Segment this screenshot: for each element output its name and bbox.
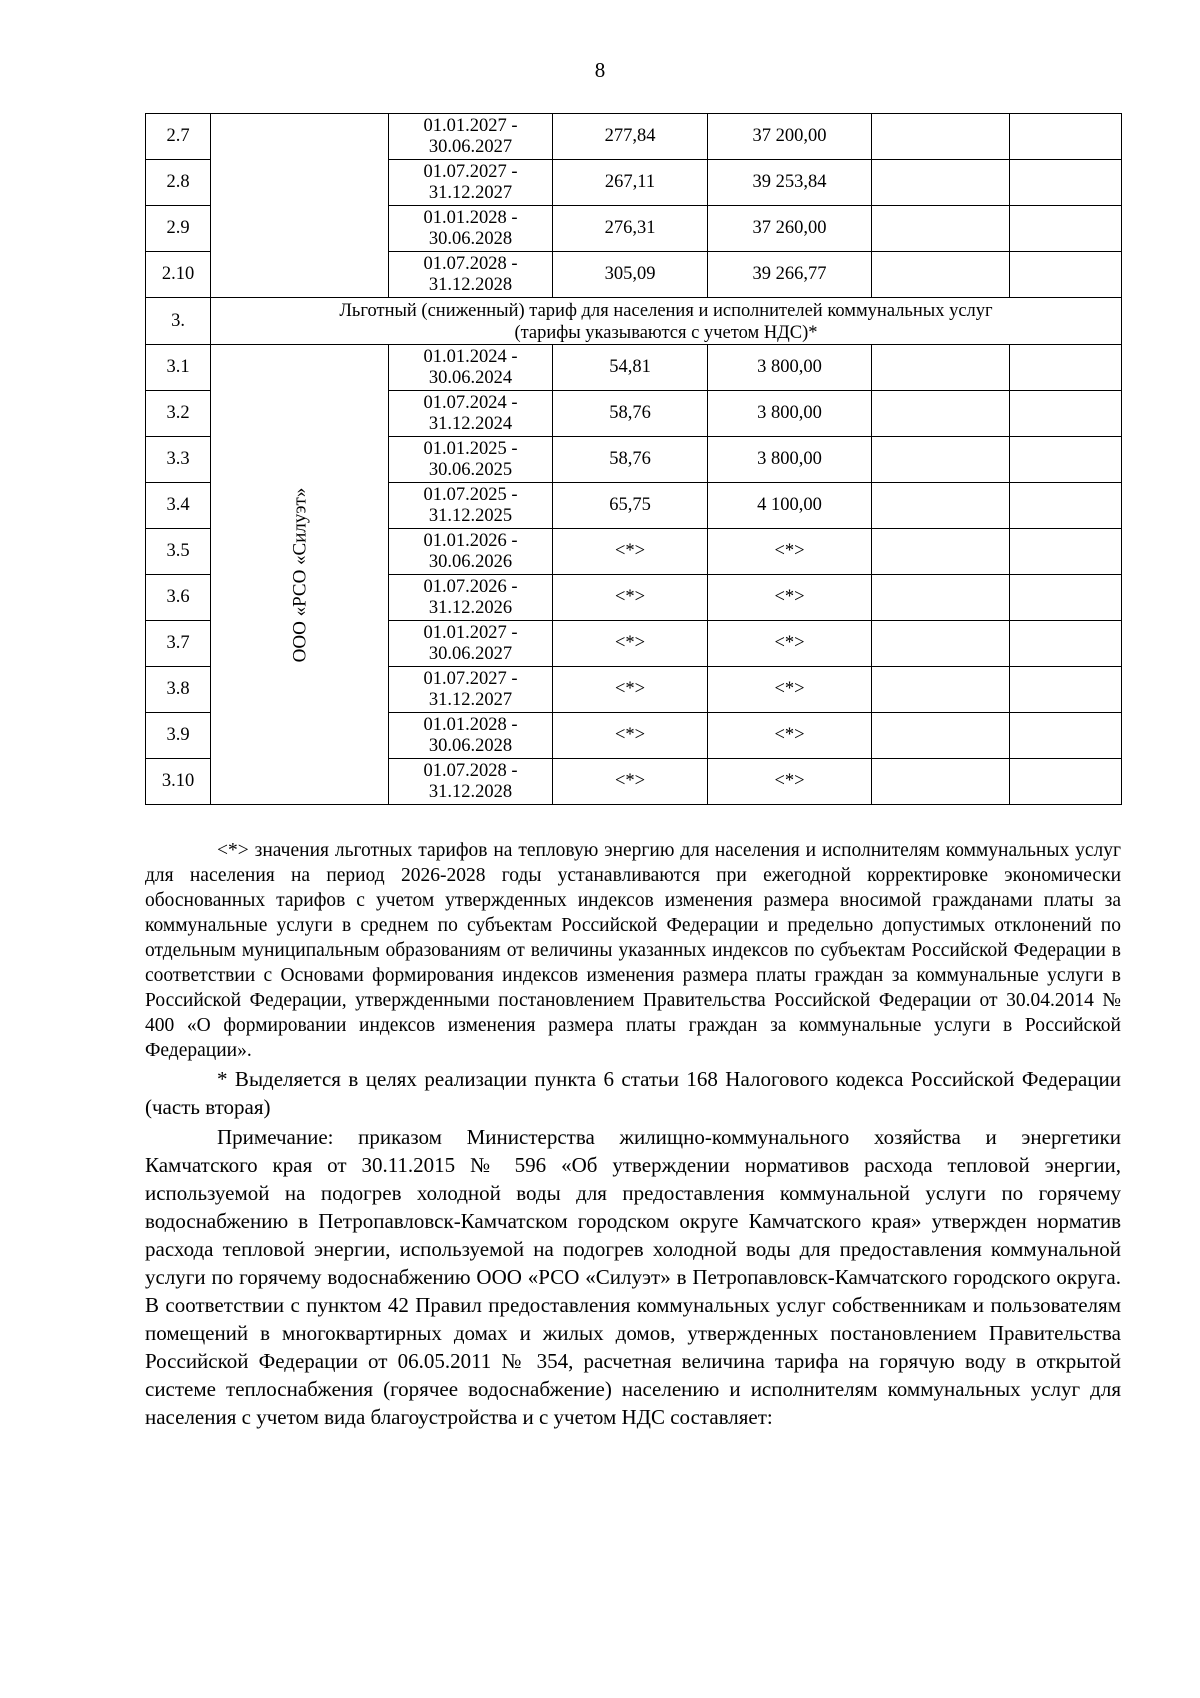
value-cell-v4 [1010, 759, 1122, 805]
period-cell [389, 252, 553, 298]
tariff-table [145, 113, 1122, 805]
value-cell-v2: 3 800,00 [708, 437, 872, 483]
section-title [211, 298, 1122, 345]
value-cell-v4 [1010, 206, 1122, 252]
period-cell [389, 206, 553, 252]
row-number: 3.4 [146, 483, 211, 529]
section-row [146, 298, 1122, 345]
notes-block [145, 838, 1121, 1431]
value-cell-v3 [872, 759, 1010, 805]
value-cell-v4 [1010, 483, 1122, 529]
row-number: 3.8 [146, 667, 211, 713]
value-cell-v1: 276,31 [553, 206, 708, 252]
period-end: 30.06.2027 [428, 643, 513, 664]
table-row [146, 114, 1122, 160]
table-body-bottom [146, 345, 1122, 805]
footnote-vat-text: * Выделяется в целях реализации пункта 6 статьи 168 Налогового кодекса Российской Федерации (часть вторая) [145, 1067, 1121, 1119]
value-cell-v3 [872, 391, 1010, 437]
value-cell-v1: <*> [553, 667, 708, 713]
value-cell-v3 [872, 437, 1010, 483]
period-end: 31.12.2026 [428, 597, 513, 618]
value-cell-v2: <*> [708, 529, 872, 575]
period-cell [389, 160, 553, 206]
period-start: 01.07.2026 - [423, 576, 518, 597]
section-title-line1: Льготный (сниженный) тариф для населения и исполнителей коммунальных услуг [339, 301, 993, 321]
period-end: 30.06.2024 [428, 367, 513, 388]
period-start: 01.07.2027 - [423, 161, 518, 182]
row-number: 3.10 [146, 759, 211, 805]
table-section-row [146, 298, 1122, 345]
value-cell-v3 [872, 667, 1010, 713]
value-cell-v3 [872, 713, 1010, 759]
period-cell [389, 667, 553, 713]
value-cell-v3 [872, 621, 1010, 667]
row-number: 3.9 [146, 713, 211, 759]
value-cell-v1: 277,84 [553, 114, 708, 160]
period-end: 30.06.2028 [428, 228, 513, 249]
period-start: 01.07.2028 - [423, 253, 518, 274]
section-number: 3. [146, 298, 211, 345]
value-cell-v4 [1010, 252, 1122, 298]
period-start: 01.07.2025 - [423, 484, 518, 505]
row-number: 2.10 [146, 252, 211, 298]
period-start: 01.01.2027 - [423, 622, 518, 643]
period-cell [389, 529, 553, 575]
value-cell-v2: 3 800,00 [708, 345, 872, 391]
period-start: 01.01.2024 - [423, 346, 518, 367]
row-number: 3.2 [146, 391, 211, 437]
organization-cell [211, 114, 389, 298]
value-cell-v4 [1010, 621, 1122, 667]
row-number: 3.6 [146, 575, 211, 621]
period-cell [389, 621, 553, 667]
row-number: 2.9 [146, 206, 211, 252]
footnote-star-text: <*> значения льготных тарифов на тепловую энергию для населения и исполнителям коммунальных услуг для населения на период 2026-2028 годы устанавливаются при ежегодной корректировке экономически обоснованных тарифов с учетом утвержденных индексов изменения размера вносимой гражданами платы за коммунальные услуги в среднем по субъектам Российской Федерации и предельно допустимых отклонений по отдельным муниципальным образованиям от величины указанных индексов по субъектам Российской Федерации в соответствии с Основами формирования индексов изменения размера платы граждан за коммунальные услуги в Российской Федерации, утвержденными постановлением Правительства Российской Федерации от 30.04.2014 № 400 «О формировании индексов изменения размера платы граждан за коммунальные услуги в Российской Федерации». [145, 840, 1121, 1061]
row-number: 2.7 [146, 114, 211, 160]
value-cell-v2: <*> [708, 759, 872, 805]
value-cell-v2: 3 800,00 [708, 391, 872, 437]
period-end: 31.12.2025 [428, 505, 513, 526]
row-number: 3.3 [146, 437, 211, 483]
value-cell-v2: 4 100,00 [708, 483, 872, 529]
value-cell-v1: 267,11 [553, 160, 708, 206]
row-number: 3.1 [146, 345, 211, 391]
row-number: 2.8 [146, 160, 211, 206]
period-cell [389, 713, 553, 759]
value-cell-v1: 54,81 [553, 345, 708, 391]
value-cell-v1: 65,75 [553, 483, 708, 529]
period-cell [389, 759, 553, 805]
value-cell-v3 [872, 206, 1010, 252]
value-cell-v2: <*> [708, 621, 872, 667]
organization-cell [211, 345, 389, 805]
section-title-line2: (тарифы указываются с учетом НДС)* [514, 323, 818, 343]
value-cell-v4 [1010, 575, 1122, 621]
value-cell-v2: 39 266,77 [708, 252, 872, 298]
value-cell-v1: 305,09 [553, 252, 708, 298]
value-cell-v2: <*> [708, 667, 872, 713]
value-cell-v2: 37 260,00 [708, 206, 872, 252]
period-cell [389, 483, 553, 529]
value-cell-v3 [872, 483, 1010, 529]
period-start: 01.01.2026 - [423, 530, 518, 551]
value-cell-v4 [1010, 114, 1122, 160]
period-start: 01.07.2024 - [423, 392, 518, 413]
period-start: 01.01.2028 - [423, 714, 518, 735]
value-cell-v4 [1010, 529, 1122, 575]
period-end: 30.06.2026 [428, 551, 513, 572]
organization-name: ООО «РСО «Силуэт» [289, 487, 310, 662]
value-cell-v3 [872, 114, 1010, 160]
period-end: 30.06.2025 [428, 459, 513, 480]
period-end: 30.06.2028 [428, 735, 513, 756]
period-end: 31.12.2027 [428, 182, 513, 203]
period-end: 31.12.2028 [428, 274, 513, 295]
period-cell [389, 437, 553, 483]
value-cell-v2: <*> [708, 713, 872, 759]
value-cell-v3 [872, 345, 1010, 391]
table-body-top [146, 114, 1122, 298]
value-cell-v4 [1010, 437, 1122, 483]
period-cell [389, 345, 553, 391]
period-start: 01.01.2025 - [423, 438, 518, 459]
period-cell [389, 114, 553, 160]
period-end: 30.06.2027 [428, 136, 513, 157]
value-cell-v1: <*> [553, 621, 708, 667]
value-cell-v2: <*> [708, 575, 872, 621]
period-end: 31.12.2024 [428, 413, 513, 434]
value-cell-v3 [872, 160, 1010, 206]
period-end: 31.12.2027 [428, 689, 513, 710]
value-cell-v4 [1010, 160, 1122, 206]
remark-text: Примечание: приказом Министерства жилищно-коммунального хозяйства и энергетики Камчатского края от 30.11.2015 № 596 «Об утверждении нормативов расхода тепловой энергии, используемой на подогрев холодной воды для предоставления коммунальной услуги по горячему водоснабжению в Петропавловск-Камчатском городском округе Камчатского края» утвержден норматив расхода тепловой энергии, используемой на подогрев холодной воды для предоставления коммунальной услуги по горячему водоснабжению ООО «РСО «Силуэт» в Петропавловск-Камчатского городского округа. В соответствии с пунктом 42 Правил предоставления коммунальных услуг собственникам и пользователям помещений в многоквартирных домах и жилых домов, утвержденных постановлением Правительства Российской Федерации от 06.05.2011 № 354, расчетная величина тарифа на горячую воду в открытой системе теплоснабжения (горячее водоснабжение) населению и исполнителям коммунальных услуг для населения с учетом вида благоустройства и с учетом НДС составляет: [145, 1125, 1121, 1429]
value-cell-v4 [1010, 391, 1122, 437]
table-row [146, 345, 1122, 391]
row-number: 3.7 [146, 621, 211, 667]
value-cell-v4 [1010, 713, 1122, 759]
value-cell-v1: <*> [553, 529, 708, 575]
period-start: 01.01.2028 - [423, 207, 518, 228]
period-end: 31.12.2028 [428, 781, 513, 802]
period-cell [389, 391, 553, 437]
page-number: 8 [594, 58, 606, 82]
value-cell-v2: 39 253,84 [708, 160, 872, 206]
value-cell-v1: <*> [553, 713, 708, 759]
value-cell-v3 [872, 529, 1010, 575]
value-cell-v4 [1010, 667, 1122, 713]
period-start: 01.01.2027 - [423, 115, 518, 136]
value-cell-v1: <*> [553, 759, 708, 805]
row-number: 3.5 [146, 529, 211, 575]
period-cell [389, 575, 553, 621]
period-start: 01.07.2028 - [423, 760, 518, 781]
period-start: 01.07.2027 - [423, 668, 518, 689]
value-cell-v2: 37 200,00 [708, 114, 872, 160]
value-cell-v3 [872, 252, 1010, 298]
value-cell-v1: 58,76 [553, 437, 708, 483]
value-cell-v4 [1010, 345, 1122, 391]
value-cell-v1: 58,76 [553, 391, 708, 437]
value-cell-v1: <*> [553, 575, 708, 621]
value-cell-v3 [872, 575, 1010, 621]
